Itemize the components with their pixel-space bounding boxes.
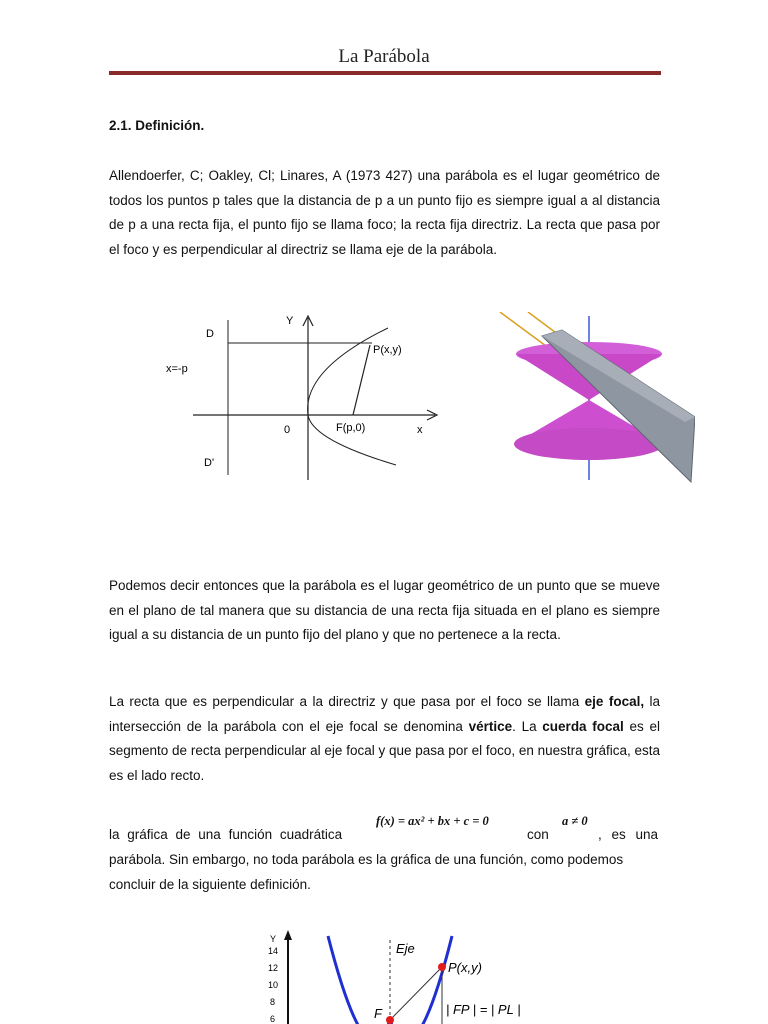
quadratic-line-start: la gráfica de una función cuadrática [109,827,343,842]
text-run: . La [512,718,543,734]
label-point-p: P(x,y) [373,344,402,356]
tick-12: 12 [268,963,279,973]
header-divider [109,71,661,75]
text-run: La recta que es perpendicular a la directriz y que pasa por el foco se llama [109,694,585,709]
tick-14: 14 [268,946,279,956]
graph-focus-point [386,1016,394,1024]
quadratic-line-2: parábola. Sin embargo, no toda parábola es la gráfica de una función, como podemos [109,852,624,867]
text-run: es el segmento de recta perpendicular al eje focal y que pasa por el foco, en nuestra gráfica, esta es el lado recto. [109,718,660,783]
definition-paragraph: Allendoerfer, C; Oakley, Cl; Linares, A (1973 427) una parábola es el lugar geométrico de todos los puntos p tales que la distancia de p a un punto fijo es siempre igual a al distancia de p a una recta fija, el punto fijo se llama foco; la recta fija directriz. La recta que pasa por el foco y es perpendicular al directriz se llama eje de la parábola. [109,168,660,257]
label-focus: F(p,0) [336,422,366,434]
section-heading: 2.1. Definición. [109,118,205,133]
graph-f-label: F [374,1006,382,1021]
tick-8: 8 [270,997,276,1007]
label-d: D [206,328,214,340]
graph-p-label: P(x,y) [448,960,482,975]
parabola-diagram [160,310,450,485]
graph-eje-label: Eje [396,941,415,956]
tick-10: 10 [268,980,279,990]
graph-parabola-curve [328,936,452,1024]
tick-6: 6 [270,1014,276,1024]
cone-section-illustration [490,312,695,484]
label-y-axis: Y [286,315,294,327]
label-origin: 0 [284,424,291,436]
graph-point-p [438,963,446,971]
term-eje-focal: eje focal, [584,694,645,709]
quadratic-formula: f(x) = ax² + bx + c = 0 [376,814,489,828]
focal-distance-line [353,345,370,415]
graph-y-axis-arrow [284,930,292,940]
quadratic-con: con [527,827,549,842]
label-directrix-eq: x=-p [166,363,188,375]
text-run: la intersección de la parábola con el eje focal se denomina [109,694,660,734]
label-x-axis: x [417,424,423,436]
focal-axis-paragraph [109,690,660,788]
term-vertice: vértice [468,718,513,734]
label-d-prime: D' [204,457,215,469]
quadratic-line-3: concluir de la siguiente definición. [109,877,311,892]
page-header-title: La Parábola [338,46,430,67]
locus-paragraph: Podemos decir entonces que la parábola es el lugar geométrico de un punto que se mueve en el plano de tal manera que su distancia de una recta fija situada en el plano es siempre igual a su distancia de un punto fijo del plano y que no pertenece a la recta. [109,578,660,642]
term-cuerda-focal: cuerda focal [542,718,624,734]
graph-y-label: Y [270,934,277,944]
quadratic-condition: a ≠ 0 [562,814,588,828]
quadratic-line-end: , es una [598,827,659,842]
parabola-function-graph [262,928,552,1024]
graph-equality-label: | FP | = | PL | [446,1002,521,1017]
